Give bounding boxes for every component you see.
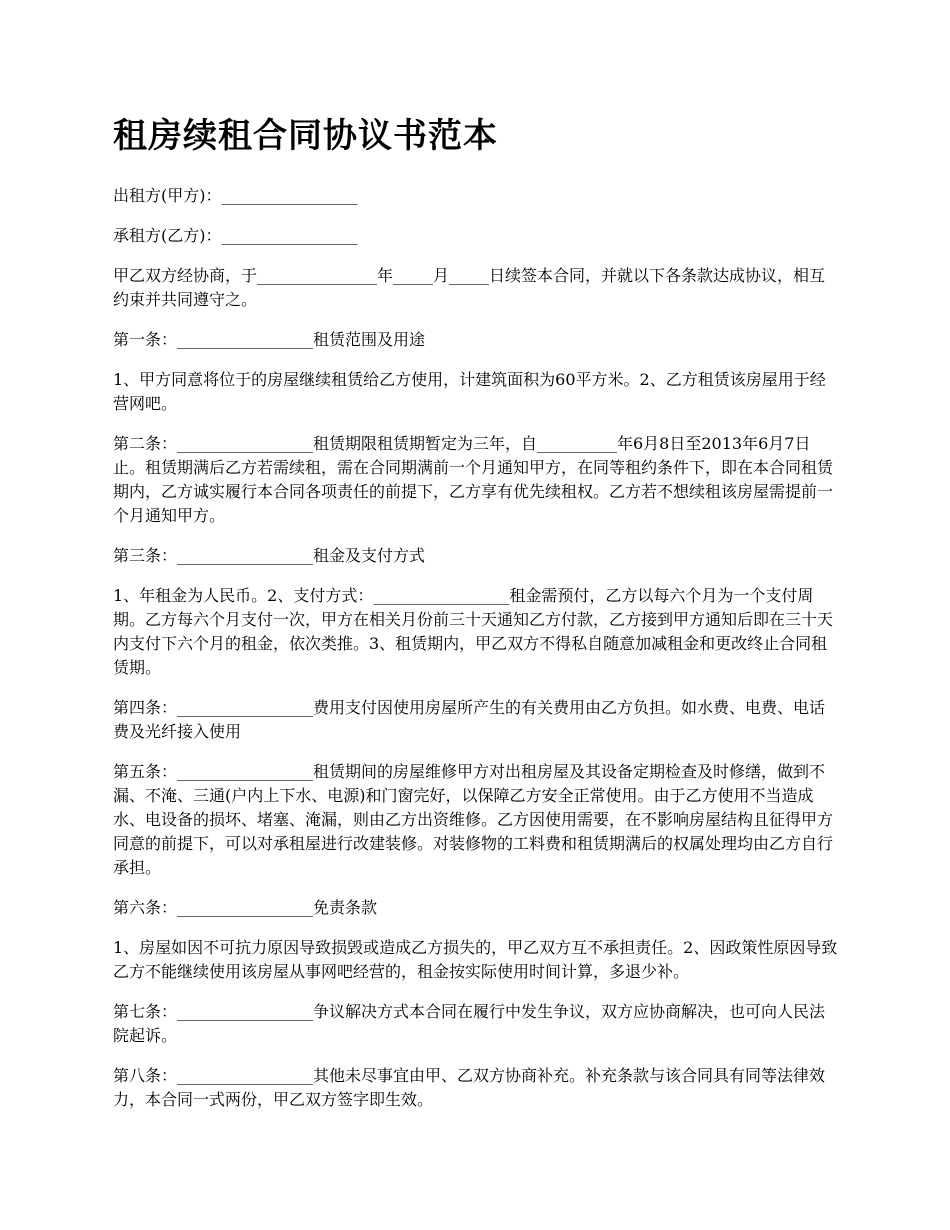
document-title: 租房续租合同协议书范本 <box>113 116 498 156</box>
article-5-paragraph: 第五条：_________________租赁期间的房屋维修甲方对出租房屋及其设备定期检查及时修缮，做到不漏、不淹、三通(户内上下水、电源)和门窗完好，以保障乙方安全正常使用。由于乙方使用不当造成水、电设备的损坏、堵塞、淹漏，则由乙方出资维修。乙方因使用需要，在不影响房屋结构且征得甲方同意的前提下，可以对承租屋进行改建装修。对装修物的工料费和租赁期满后的权属处理均由乙方自行承担。 <box>113 762 834 877</box>
document-page <box>113 112 838 1128</box>
article-6-body: 1、房屋如因不可抗力原因导致损毁或造成乙方损失的，甲乙双方互不承担责任。2、因政策性原因导致乙方不能继续使用该房屋从事网吧经营的，租金按实际使用时间计算，多退少补。 <box>113 938 838 981</box>
article-3-heading: 第三条：_________________租金及支付方式 <box>113 546 426 565</box>
article-1-heading: 第一条：_________________租赁范围及用途 <box>113 330 426 349</box>
article-1-body: 1、甲方同意将位于的房屋继续租赁给乙方使用，计建筑面积为60平方米。2、乙方租赁该房屋用于经营网吧。 <box>113 370 826 413</box>
article-2-paragraph: 第二条：_________________租赁期限租赁期暂定为三年，自__________年6月8日至2013年6月7日止。租赁期满后乙方若需续租，需在合同期满前一个月通知甲方，在同等租约条件下，即在本合同租赁期内，乙方诚实履行本合同各项责任的前提下，乙方享有优先续租权。乙方若不想续租该房屋需提前一个月通知甲方。 <box>113 434 834 525</box>
article-7-paragraph: 第七条：_________________争议解决方式本合同在履行中发生争议，双方应协商解决，也可向人民法院起诉。 <box>113 1002 826 1045</box>
party-a-line: 出租方(甲方)：_________________ <box>113 186 358 205</box>
article-4-paragraph: 第四条：_________________费用支付因使用房屋所产生的有关费用由乙方负担。如水费、电费、电话费及光纤接入使用 <box>113 698 826 741</box>
preamble-paragraph: 甲乙双方经协商，于_______________年_____月_____日续签本合同，并就以下各条款达成协议，相互约束并共同遵守之。 <box>113 266 826 309</box>
party-b-line: 承租方(乙方)：_________________ <box>113 226 358 245</box>
article-6-heading: 第六条：_________________免责条款 <box>113 898 378 917</box>
article-8-paragraph: 第八条：_________________其他未尽事宜由甲、乙双方协商补充。补充条款与该合同具有同等法律效力，本合同一式两份，甲乙双方签字即生效。 <box>113 1066 826 1109</box>
article-3-body: 1、年租金为人民币。2、支付方式：_________________租金需预付，乙方以每六个月为一个支付周期。乙方每六个月支付一次，甲方在相关月份前三十天通知乙方付款，乙方接到甲方通知后即在三十天内支付下六个月的租金，依次类推。3、租赁期内，甲乙双方不得私自随意加减租金和更改终止合同租赁期。 <box>113 586 834 677</box>
